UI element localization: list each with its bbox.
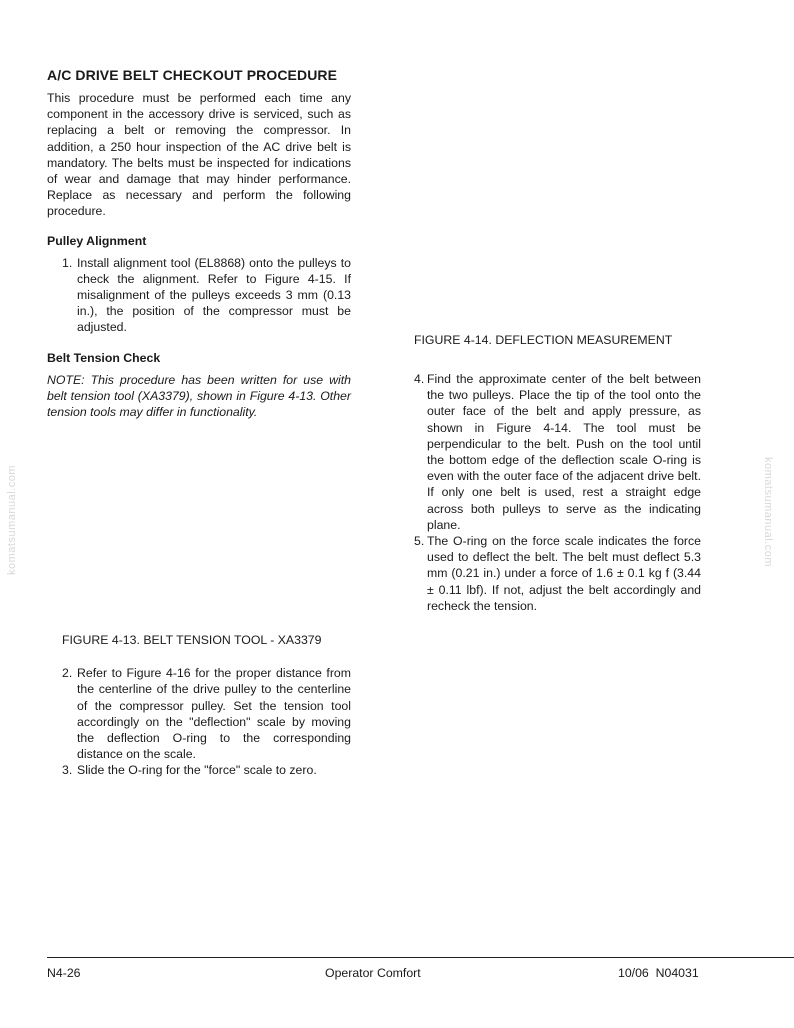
belt-tension-heading: Belt Tension Check [47, 350, 161, 365]
tension-steps-right [414, 371, 701, 614]
figure-4-13-caption: FIGURE 4-13. BELT TENSION TOOL - XA3379 [62, 633, 322, 648]
pulley-alignment-steps [47, 255, 351, 336]
pulley-alignment-heading: Pulley Alignment [47, 233, 147, 248]
step-number: 5. [414, 534, 425, 549]
left-column [47, 66, 351, 779]
footer-rule [47, 957, 794, 958]
step-3 [47, 762, 351, 778]
step-4 [414, 371, 701, 533]
step-number: 3. [62, 763, 73, 778]
intro-paragraph: This procedure must be performed each time any component in the accessory drive is serviced, such as replacing a belt or removing the compressor. In addition, a 250 hour inspection of the AC drive belt is mandatory. The belts must be inspected for indications of wear and damage that may hinder performance. Replace as necessary and perform the following procedure. [47, 91, 351, 219]
step-number: 1. [62, 255, 73, 270]
figure-4-14-caption: FIGURE 4-14. DEFLECTION MEASUREMENT [414, 333, 673, 347]
step-text: Find the approximate center of the belt between the two pulleys. Place the tip of the tool onto the outer face of the belt and apply pressure, as shown in Figure 4-14. The tool must be perpendicular to the belt. Push on the tool until the bottom edge of the deflection scale O-ring is even with the outer face of the adjacent drive belt. If only one belt is used, rest a straight edge across both pulleys to serve as the indicating plane. [427, 372, 701, 532]
step-text: Refer to Figure 4-16 for the proper distance from the centerline of the drive pulley to the centerline of the compressor pulley. Set the tension tool accordingly on the "deflection" scale by moving the deflection O-ring to the corresponding distance on the scale. [77, 666, 351, 762]
footer-doc-code: 10/06 N04031 [618, 966, 699, 980]
step-5 [414, 533, 701, 614]
step-1 [47, 255, 351, 336]
footer-section-title: Operator Comfort [325, 966, 421, 980]
watermark-left: komatsumanual.com [6, 465, 18, 575]
step-text: Slide the O-ring for the "force" scale to zero. [77, 763, 317, 778]
page-title: A/C DRIVE BELT CHECKOUT PROCEDURE [47, 67, 338, 83]
watermark-right: komatsumanual.com [762, 457, 774, 567]
footer-page-number: N4-26 [47, 966, 81, 980]
step-number: 4. [414, 372, 425, 386]
step-2 [47, 665, 351, 762]
step-number: 2. [62, 666, 73, 681]
step-text: Install alignment tool (EL8868) onto the pulleys to check the alignment. Refer to Figure 4-15. If misalignment of the pulleys exceeds 3 mm (0.13 in.), the position of the compressor must be adjusted. [77, 255, 351, 335]
right-column [414, 332, 701, 614]
step-text: The O-ring on the force scale indicates the force used to deflect the belt. The belt must deflect 5.3 mm (0.21 in.) under a force of 1.6 ± 0.1 kg f (3.44 ± 0.11 lbf). If not, adjust the belt accordingly and recheck the tension. [427, 534, 701, 613]
belt-tension-note: NOTE: This procedure has been written for use with belt tension tool (XA3379), shown in Figure 4-13. Other tension tools may differ in functionality. [47, 372, 351, 420]
tension-steps-left [47, 665, 351, 778]
